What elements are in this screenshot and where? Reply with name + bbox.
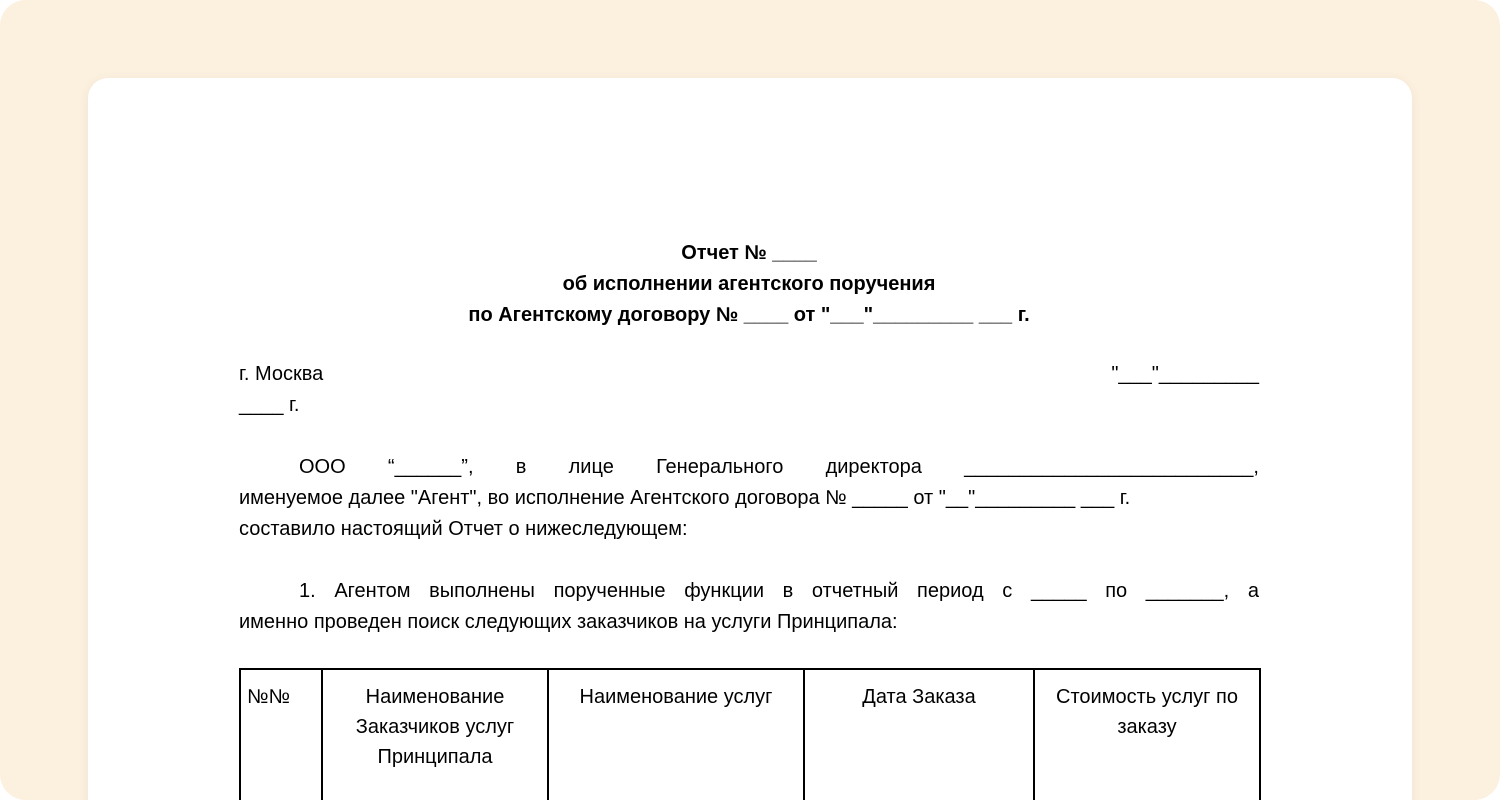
report-contract-ref: по Агентскому договору № ____ от "___"_________ ___ г. [468,304,1030,326]
director-name-blank: __________________________, [964,456,1259,478]
intro-line-1 [239,452,1259,483]
column-header-number: №№ [240,669,322,800]
document-content [239,238,1259,800]
place-date-row [239,359,1259,390]
company-name-blank: “______”, [387,456,474,478]
clause-1-line-2: именно проведен поиск следующих заказчиков на услуги Принципала: [239,611,898,633]
report-heading [239,238,1259,331]
clause-1-line-1: 1. Агентом выполнены порученные функции в отчетный период с _____ по _______, а [299,580,1259,602]
customers-table [239,668,1261,800]
clause-1 [239,576,1259,638]
column-header-customer: Наименование Заказчиков услуг Принципала [322,669,548,800]
intro-word: в [515,456,527,478]
table-header-row [240,669,1260,800]
intro-word: Генерального [656,456,784,478]
report-title: Отчет № ____ [681,242,817,264]
report-subtitle: об исполнении агентского поручения [562,273,936,295]
intro-word: ООО [299,456,346,478]
column-header-service: Наименование услуг [548,669,804,800]
year-blank: ____ г. [239,394,300,416]
intro-line-2: именуемое далее "Агент", во исполнение Агентского договора № _____ от "__"_________ ___ г. [239,487,1131,509]
document-page [88,78,1412,800]
intro-word: директора [825,456,922,478]
intro-line-3: составило настоящий Отчет о нижеследующем: [239,518,688,540]
place-label: г. Москва [239,363,324,385]
intro-paragraph [239,452,1259,545]
column-header-order-date: Дата Заказа [804,669,1034,800]
intro-word: лице [568,456,614,478]
column-header-cost: Стоимость услуг по заказу [1034,669,1260,800]
date-blank: "___"_________ [1111,363,1259,385]
